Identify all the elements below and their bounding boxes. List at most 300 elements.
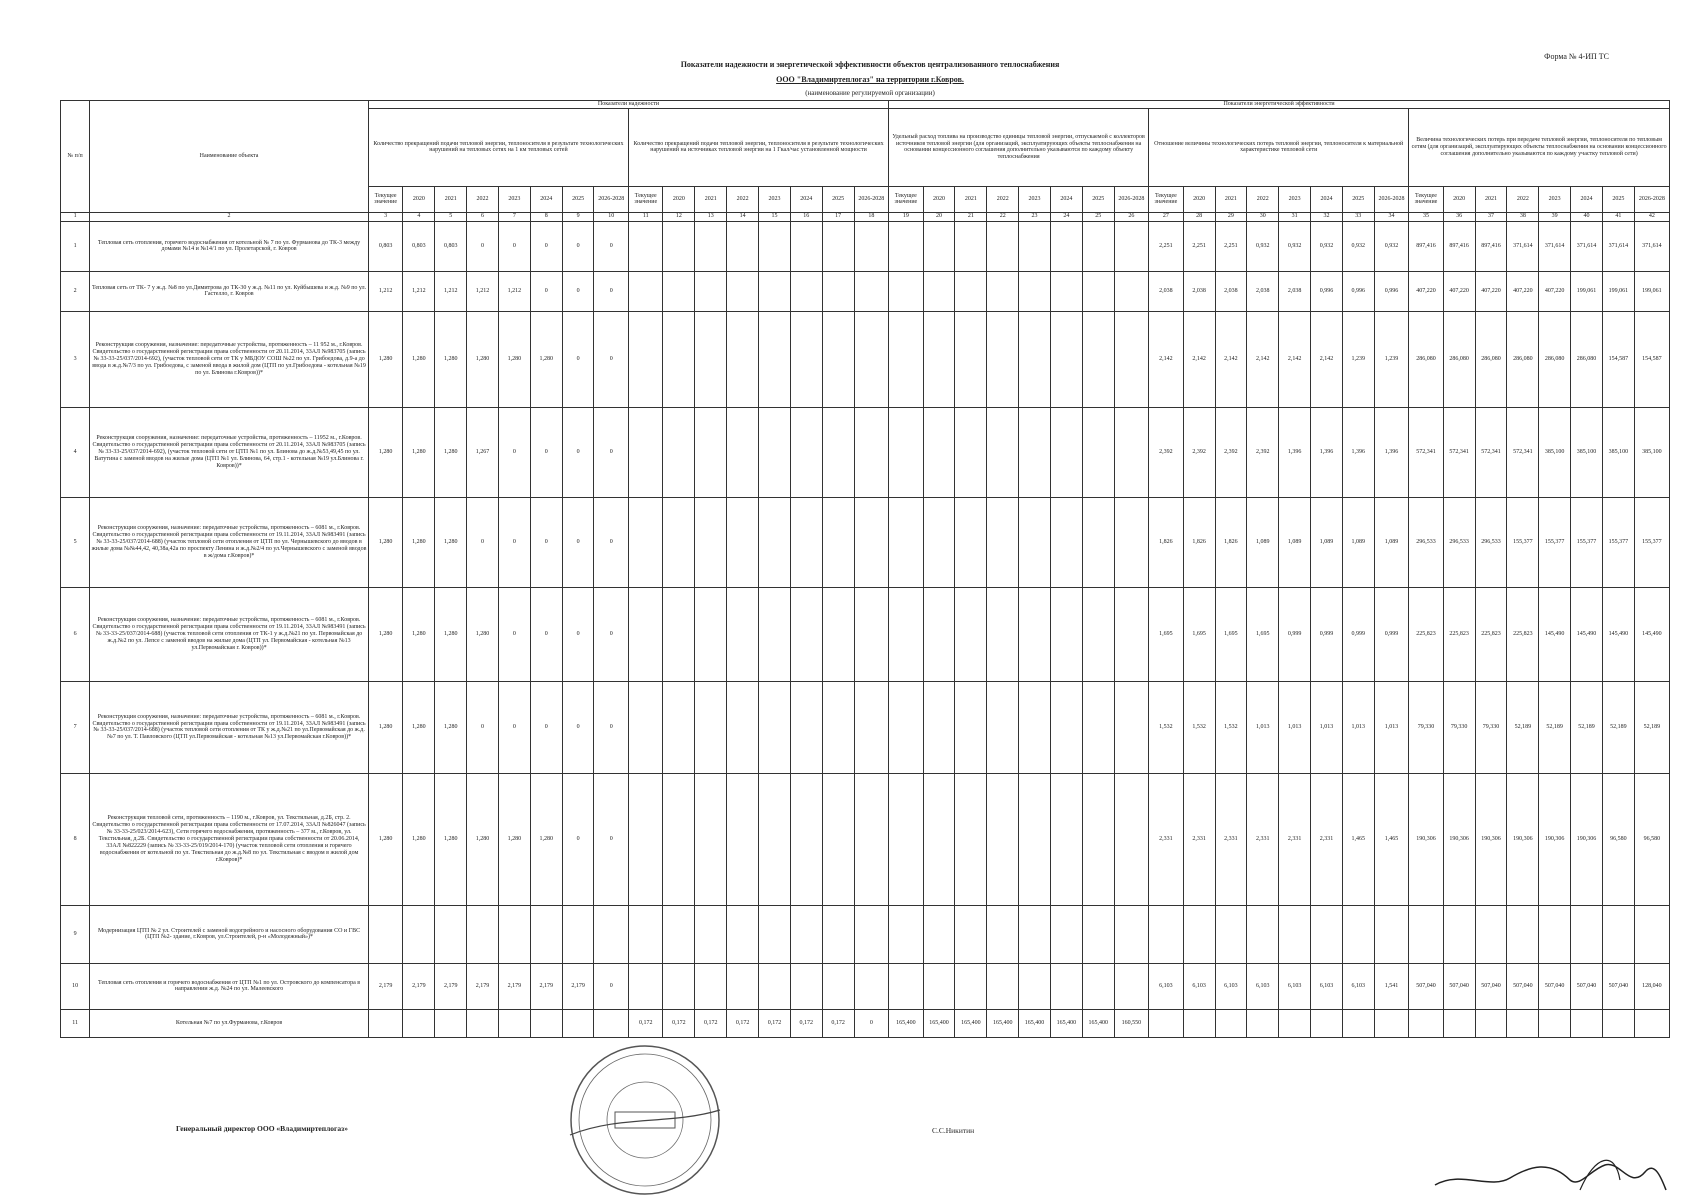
value-cell: 0	[530, 587, 562, 681]
table-row	[61, 271, 1670, 311]
value-cell: 2,179	[530, 963, 562, 1009]
value-cell	[1114, 407, 1149, 497]
value-cell	[1443, 1009, 1475, 1037]
signatory-name: С.С.Никитин	[932, 1126, 975, 1135]
year-header: Текущее значение	[368, 186, 403, 212]
value-cell	[663, 221, 695, 271]
signatory-position: Генеральный директор ООО «Владимиртеплогаз»	[176, 1124, 348, 1133]
value-cell: 2,392	[1215, 407, 1247, 497]
value-cell: 1,532	[1215, 681, 1247, 773]
value-cell	[987, 221, 1019, 271]
column-index: 1	[61, 212, 90, 221]
value-cell: 1,280	[368, 407, 403, 497]
row-number: 1	[61, 221, 90, 271]
value-cell	[1634, 1009, 1669, 1037]
value-cell: 79,330	[1475, 681, 1507, 773]
value-cell	[663, 773, 695, 905]
column-index: 10	[594, 212, 629, 221]
value-cell	[435, 1009, 467, 1037]
value-cell: 155,377	[1571, 497, 1603, 587]
value-cell	[1114, 773, 1149, 905]
value-cell: 199,061	[1571, 271, 1603, 311]
value-cell	[987, 407, 1019, 497]
value-cell: 371,614	[1634, 221, 1669, 271]
value-cell	[955, 905, 987, 963]
value-cell: 1,280	[435, 407, 467, 497]
value-cell: 0	[594, 497, 629, 587]
table-row	[61, 407, 1670, 497]
value-cell	[854, 271, 889, 311]
value-cell: 0,932	[1247, 221, 1279, 271]
value-cell	[854, 497, 889, 587]
year-header: 2023	[1019, 186, 1051, 212]
value-cell: 1,280	[467, 311, 499, 407]
value-cell	[1050, 311, 1082, 407]
value-cell: 0,996	[1342, 271, 1374, 311]
value-cell: 0	[498, 587, 530, 681]
year-header: 2023	[759, 186, 791, 212]
value-cell	[1571, 1009, 1603, 1037]
value-cell	[1019, 587, 1051, 681]
value-cell	[1114, 905, 1149, 963]
value-cell: 1,280	[403, 497, 435, 587]
value-cell: 897,416	[1475, 221, 1507, 271]
value-cell: 1,212	[498, 271, 530, 311]
value-cell	[854, 773, 889, 905]
value-cell	[727, 963, 759, 1009]
value-cell: 0,996	[1374, 271, 1409, 311]
column-index: 33	[1342, 212, 1374, 221]
value-cell	[1019, 497, 1051, 587]
column-index: 40	[1571, 212, 1603, 221]
year-header: 2020	[1183, 186, 1215, 212]
value-cell	[923, 311, 955, 407]
value-cell: 2,179	[498, 963, 530, 1009]
value-cell: 2,331	[1149, 773, 1184, 905]
value-cell: 190,306	[1507, 773, 1539, 905]
value-cell: 1,280	[530, 773, 562, 905]
indicator-header-g2: Количество прекращений подачи тепловой энергии, теплоносителя в результате технологических нарушений на источниках тепловой энергии на 1 Гкал/час установленной мощности	[628, 108, 888, 186]
value-cell: 407,220	[1507, 271, 1539, 311]
value-cell	[1507, 905, 1539, 963]
value-cell: 572,341	[1507, 407, 1539, 497]
value-cell: 0	[594, 311, 629, 407]
value-cell	[695, 681, 727, 773]
value-cell: 2,179	[435, 963, 467, 1009]
value-cell: 160,550	[1114, 1009, 1149, 1037]
value-cell	[1050, 587, 1082, 681]
row-number: 6	[61, 587, 90, 681]
value-cell: 1,280	[403, 311, 435, 407]
value-cell: 296,533	[1443, 497, 1475, 587]
value-cell: 165,400	[923, 1009, 955, 1037]
value-cell	[628, 681, 663, 773]
column-index: 16	[790, 212, 822, 221]
value-cell	[955, 221, 987, 271]
value-cell: 1,280	[368, 311, 403, 407]
value-cell	[403, 905, 435, 963]
value-cell: 145,490	[1634, 587, 1669, 681]
value-cell	[594, 1009, 629, 1037]
value-cell: 507,040	[1507, 963, 1539, 1009]
value-cell	[628, 905, 663, 963]
value-cell	[1082, 773, 1114, 905]
value-cell: 286,080	[1507, 311, 1539, 407]
value-cell: 96,580	[1602, 773, 1634, 905]
value-cell: 1,541	[1374, 963, 1409, 1009]
value-cell: 0	[498, 407, 530, 497]
year-header: 2020	[1443, 186, 1475, 212]
value-cell: 155,377	[1602, 497, 1634, 587]
year-header: 2020	[923, 186, 955, 212]
value-cell: 0	[467, 221, 499, 271]
value-cell: 371,614	[1539, 221, 1571, 271]
column-index: 28	[1183, 212, 1215, 221]
year-header: 2025	[1602, 186, 1634, 212]
column-object-name-header: Наименование объекта	[90, 101, 369, 213]
value-cell	[1311, 1009, 1343, 1037]
value-cell	[923, 681, 955, 773]
value-cell: 1,280	[403, 407, 435, 497]
value-cell: 1,695	[1183, 587, 1215, 681]
indicator-header-g3: Удельный расход топлива на производство единицы тепловой энергии, отпускаемой с коллекторов источников тепловой энергии (для организаций, эксплуатирующих объекты теплоснабжения на основании концессионного соглашения дополнительно указываются по каждому объекту теплоснабжения	[889, 108, 1149, 186]
value-cell: 0,932	[1311, 221, 1343, 271]
value-cell	[1114, 497, 1149, 587]
value-cell: 407,220	[1475, 271, 1507, 311]
value-cell: 385,100	[1539, 407, 1571, 497]
value-cell: 1,013	[1279, 681, 1311, 773]
value-cell	[530, 1009, 562, 1037]
value-cell	[955, 963, 987, 1009]
value-cell	[955, 271, 987, 311]
column-index: 6	[467, 212, 499, 221]
value-cell: 407,220	[1443, 271, 1475, 311]
value-cell: 2,179	[403, 963, 435, 1009]
value-cell	[790, 311, 822, 407]
value-cell	[790, 587, 822, 681]
value-cell	[1019, 963, 1051, 1009]
value-cell	[759, 905, 791, 963]
year-header: 2020	[403, 186, 435, 212]
value-cell	[1443, 905, 1475, 963]
value-cell: 1,280	[530, 311, 562, 407]
value-cell: 154,587	[1634, 311, 1669, 407]
year-header: 2026-2028	[854, 186, 889, 212]
value-cell: 2,038	[1279, 271, 1311, 311]
value-cell: 165,400	[1050, 1009, 1082, 1037]
value-cell	[663, 905, 695, 963]
value-cell: 371,614	[1602, 221, 1634, 271]
value-cell	[822, 311, 854, 407]
value-cell	[663, 587, 695, 681]
value-cell	[695, 587, 727, 681]
year-header: 2025	[1342, 186, 1374, 212]
value-cell	[1571, 905, 1603, 963]
year-header: 2025	[1082, 186, 1114, 212]
value-cell: 1,089	[1374, 497, 1409, 587]
column-index: 24	[1050, 212, 1082, 221]
value-cell: 1,532	[1183, 681, 1215, 773]
year-header: 2022	[1247, 186, 1279, 212]
value-cell: 0	[562, 311, 594, 407]
value-cell	[790, 407, 822, 497]
value-cell: 0,803	[435, 221, 467, 271]
value-cell	[759, 497, 791, 587]
year-header: 2023	[1279, 186, 1311, 212]
value-cell: 2,038	[1183, 271, 1215, 311]
value-cell: 385,100	[1571, 407, 1603, 497]
value-cell: 199,061	[1634, 271, 1669, 311]
value-cell	[1082, 905, 1114, 963]
value-cell: 128,040	[1634, 963, 1669, 1009]
value-cell: 1,396	[1342, 407, 1374, 497]
value-cell: 1,089	[1342, 497, 1374, 587]
column-index: 17	[822, 212, 854, 221]
value-cell: 2,331	[1247, 773, 1279, 905]
value-cell	[1539, 905, 1571, 963]
value-cell: 2,331	[1311, 773, 1343, 905]
column-index: 3	[368, 212, 403, 221]
value-cell: 1,239	[1374, 311, 1409, 407]
organization-note: (наименование регулируемой организации)	[805, 89, 935, 97]
value-cell	[1050, 773, 1082, 905]
value-cell	[1634, 905, 1669, 963]
value-cell	[987, 497, 1019, 587]
value-cell	[759, 587, 791, 681]
value-cell	[403, 1009, 435, 1037]
object-name: Реконструкция сооружения, назначение: передаточные устройства, протяженность – 6081 м., г.Ковров. Свидетельство о государственной регистрации права собственности от 19.11.2014, 33АЛ №983491 (запись № 33-33-25/037/2014-688) (участок тепловой сети отопления от ТК у ж.д.№21 по ул.Первомайская до ж.д.№7 по ул. Т. Павловского (ЦТП ул.Первомайская - котельная №13 ул.Первомайская г.Ковров))*	[90, 681, 369, 773]
value-cell	[1082, 407, 1114, 497]
object-name: Реконструкция сооружения, назначение: передаточные устройства, протяженность – 6081 м., г.Ковров. Свидетельство о государственной регистрации права собственности от 19.11.2014, 33АЛ №983491 (запись № 33-33-25/037/2014-688) (участок тепловой сети отопления от ЦТП по ул. Чернышевского до вводов в жилые дома №№44,42, 40,38а,42а по проспекту Ленина и ж.д.№2/4 по ул.Чернышевского с заменой вводов в ж/дома г.Ковров)*	[90, 497, 369, 587]
value-cell: 2,331	[1215, 773, 1247, 905]
value-cell	[628, 221, 663, 271]
value-cell	[1247, 905, 1279, 963]
column-index: 35	[1409, 212, 1444, 221]
value-cell: 0,999	[1374, 587, 1409, 681]
year-header: 2026-2028	[1114, 186, 1149, 212]
value-cell	[1409, 905, 1444, 963]
column-index: 34	[1374, 212, 1409, 221]
value-cell: 6,103	[1215, 963, 1247, 1009]
table-row	[61, 1009, 1670, 1037]
value-cell: 1,532	[1149, 681, 1184, 773]
value-cell	[1342, 1009, 1374, 1037]
value-cell	[663, 407, 695, 497]
value-cell	[1342, 905, 1374, 963]
table-row	[61, 773, 1670, 905]
table-row	[61, 311, 1670, 407]
value-cell: 0,999	[1311, 587, 1343, 681]
value-cell	[987, 587, 1019, 681]
row-number: 2	[61, 271, 90, 311]
object-name: Модернизация ЦТП № 2 ул. Строителей с заменой водогрейного и насосного оборудования СО и ГВС (ЦТП №2- здание, г.Ковров, ул.Строителей, р-н «Молодежный»)*	[90, 905, 369, 963]
object-name: Реконструкция тепловой сети, протяженность – 1190 м., г.Ковров, ул. Текстильная, д.2Б, стр. 2. Свидетельство о государственной регистрации права собственности от 17.07.2014, 33АЛ №826047 (запись № 33-33-25/023/2014-623), Сети горячего водоснабжения, протяженность – 377 м., г.Ковров, ул. Текстильная, д.2Б. Свидетельство о государственной регистрации права собственности от 20.06.2014, 33АЛ №822229 (запись № 33-33-25/019/2014-170) (участок тепловой сети отопления и горячего водоснабжения от котельной по ул. Текстильная до ж.д.№8 по ул. Текстильная с вводом в жилой дом г.Ковров)*	[90, 773, 369, 905]
column-index: 39	[1539, 212, 1571, 221]
value-cell	[530, 905, 562, 963]
value-cell: 286,080	[1571, 311, 1603, 407]
value-cell: 1,280	[368, 681, 403, 773]
value-cell: 0	[530, 681, 562, 773]
value-cell: 1,280	[435, 587, 467, 681]
value-cell	[923, 271, 955, 311]
value-cell: 1,280	[498, 311, 530, 407]
value-cell: 155,377	[1507, 497, 1539, 587]
value-cell	[1019, 905, 1051, 963]
value-cell	[695, 407, 727, 497]
column-index: 21	[955, 212, 987, 221]
column-index: 15	[759, 212, 791, 221]
value-cell	[1082, 587, 1114, 681]
value-cell	[368, 905, 403, 963]
value-cell	[889, 773, 924, 905]
value-cell: 6,103	[1149, 963, 1184, 1009]
value-cell: 2,392	[1247, 407, 1279, 497]
value-cell	[987, 311, 1019, 407]
value-cell: 0,932	[1342, 221, 1374, 271]
year-header: 2026-2028	[1634, 186, 1669, 212]
value-cell	[562, 1009, 594, 1037]
value-cell	[1475, 1009, 1507, 1037]
value-cell: 190,306	[1571, 773, 1603, 905]
value-cell	[987, 773, 1019, 905]
value-cell	[955, 773, 987, 905]
value-cell: 2,142	[1311, 311, 1343, 407]
value-cell	[695, 497, 727, 587]
year-header: 2021	[695, 186, 727, 212]
value-cell: 52,189	[1634, 681, 1669, 773]
value-cell: 1,826	[1149, 497, 1184, 587]
value-cell: 1,280	[403, 681, 435, 773]
value-cell: 507,040	[1443, 963, 1475, 1009]
value-cell	[790, 905, 822, 963]
value-cell	[955, 497, 987, 587]
value-cell: 2,038	[1215, 271, 1247, 311]
value-cell: 1,280	[435, 773, 467, 905]
year-header: 2021	[1215, 186, 1247, 212]
value-cell	[1183, 905, 1215, 963]
value-cell: 1,465	[1374, 773, 1409, 905]
column-index: 5	[435, 212, 467, 221]
column-index: 30	[1247, 212, 1279, 221]
value-cell	[759, 407, 791, 497]
value-cell	[822, 587, 854, 681]
value-cell	[1019, 311, 1051, 407]
value-cell	[1602, 905, 1634, 963]
value-cell	[1082, 271, 1114, 311]
value-cell	[1374, 1009, 1409, 1037]
value-cell	[1019, 407, 1051, 497]
value-cell: 385,100	[1602, 407, 1634, 497]
value-cell	[790, 681, 822, 773]
value-cell	[1082, 497, 1114, 587]
value-cell	[759, 681, 791, 773]
value-cell	[790, 497, 822, 587]
value-cell: 96,580	[1634, 773, 1669, 905]
value-cell: 145,490	[1602, 587, 1634, 681]
value-cell	[987, 681, 1019, 773]
value-cell: 1,267	[467, 407, 499, 497]
row-number: 3	[61, 311, 90, 407]
value-cell: 1,396	[1279, 407, 1311, 497]
value-cell	[854, 587, 889, 681]
value-cell	[923, 497, 955, 587]
value-cell: 52,189	[1571, 681, 1603, 773]
value-cell	[955, 587, 987, 681]
column-index: 23	[1019, 212, 1051, 221]
value-cell: 165,400	[889, 1009, 924, 1037]
value-cell: 225,823	[1443, 587, 1475, 681]
year-header: 2024	[530, 186, 562, 212]
value-cell: 1,212	[403, 271, 435, 311]
value-cell	[1215, 1009, 1247, 1037]
table-row	[61, 905, 1670, 963]
value-cell	[498, 905, 530, 963]
value-cell: 1,826	[1215, 497, 1247, 587]
year-header: Текущее значение	[1149, 186, 1184, 212]
value-cell	[727, 407, 759, 497]
value-cell	[1050, 963, 1082, 1009]
object-name: Тепловая сеть от ТК- 7 у ж.д. №8 по ул.Димитрова до ТК-30 у ж.д. №11 по ул. Куйбышева и ж.д. №9 по ул. Гастелло, г. Ковров	[90, 271, 369, 311]
value-cell	[1050, 407, 1082, 497]
value-cell	[987, 271, 1019, 311]
value-cell	[695, 311, 727, 407]
value-cell	[889, 905, 924, 963]
value-cell	[790, 773, 822, 905]
value-cell: 371,614	[1507, 221, 1539, 271]
value-cell	[955, 311, 987, 407]
year-header: 2025	[562, 186, 594, 212]
object-name: Тепловая сеть отопления, горячего водоснабжения от котельной № 7 по ул. Фурманова до ТК-3 между домами №14 и №14/1 по ул. Пролетарской, г. Ковров	[90, 221, 369, 271]
value-cell	[854, 311, 889, 407]
column-index: 38	[1507, 212, 1539, 221]
value-cell	[1507, 1009, 1539, 1037]
organization-name: ООО "Владимиртеплогаз" на территории г.Ковров.	[776, 75, 964, 84]
value-cell	[889, 311, 924, 407]
column-index: 37	[1475, 212, 1507, 221]
value-cell	[1082, 311, 1114, 407]
value-cell: 507,040	[1539, 963, 1571, 1009]
year-header: Текущее значение	[889, 186, 924, 212]
value-cell: 0	[562, 271, 594, 311]
value-cell	[1019, 271, 1051, 311]
value-cell: 0,999	[1279, 587, 1311, 681]
value-cell: 190,306	[1443, 773, 1475, 905]
year-header: 2021	[435, 186, 467, 212]
value-cell: 1,212	[368, 271, 403, 311]
row-number: 11	[61, 1009, 90, 1037]
indicator-header-g1: Количество прекращений подачи тепловой энергии, теплоносителя в результате технологических нарушений на тепловых сетях на 1 км тепловых сетей	[368, 108, 628, 186]
column-index: 27	[1149, 212, 1184, 221]
value-cell: 155,377	[1539, 497, 1571, 587]
value-cell: 0	[530, 407, 562, 497]
value-cell	[790, 271, 822, 311]
value-cell	[822, 221, 854, 271]
year-header: 2024	[790, 186, 822, 212]
value-cell: 1,695	[1215, 587, 1247, 681]
year-header: 2021	[1475, 186, 1507, 212]
object-name: Котельная №7 по ул.Фурманова, г.Ковров	[90, 1009, 369, 1037]
value-cell: 0	[594, 271, 629, 311]
value-cell	[628, 407, 663, 497]
value-cell: 0	[594, 221, 629, 271]
value-cell: 286,080	[1539, 311, 1571, 407]
value-cell: 2,331	[1183, 773, 1215, 905]
value-cell	[923, 905, 955, 963]
value-cell: 154,587	[1602, 311, 1634, 407]
value-cell: 1,212	[467, 271, 499, 311]
value-cell: 385,100	[1634, 407, 1669, 497]
year-header: 2025	[822, 186, 854, 212]
